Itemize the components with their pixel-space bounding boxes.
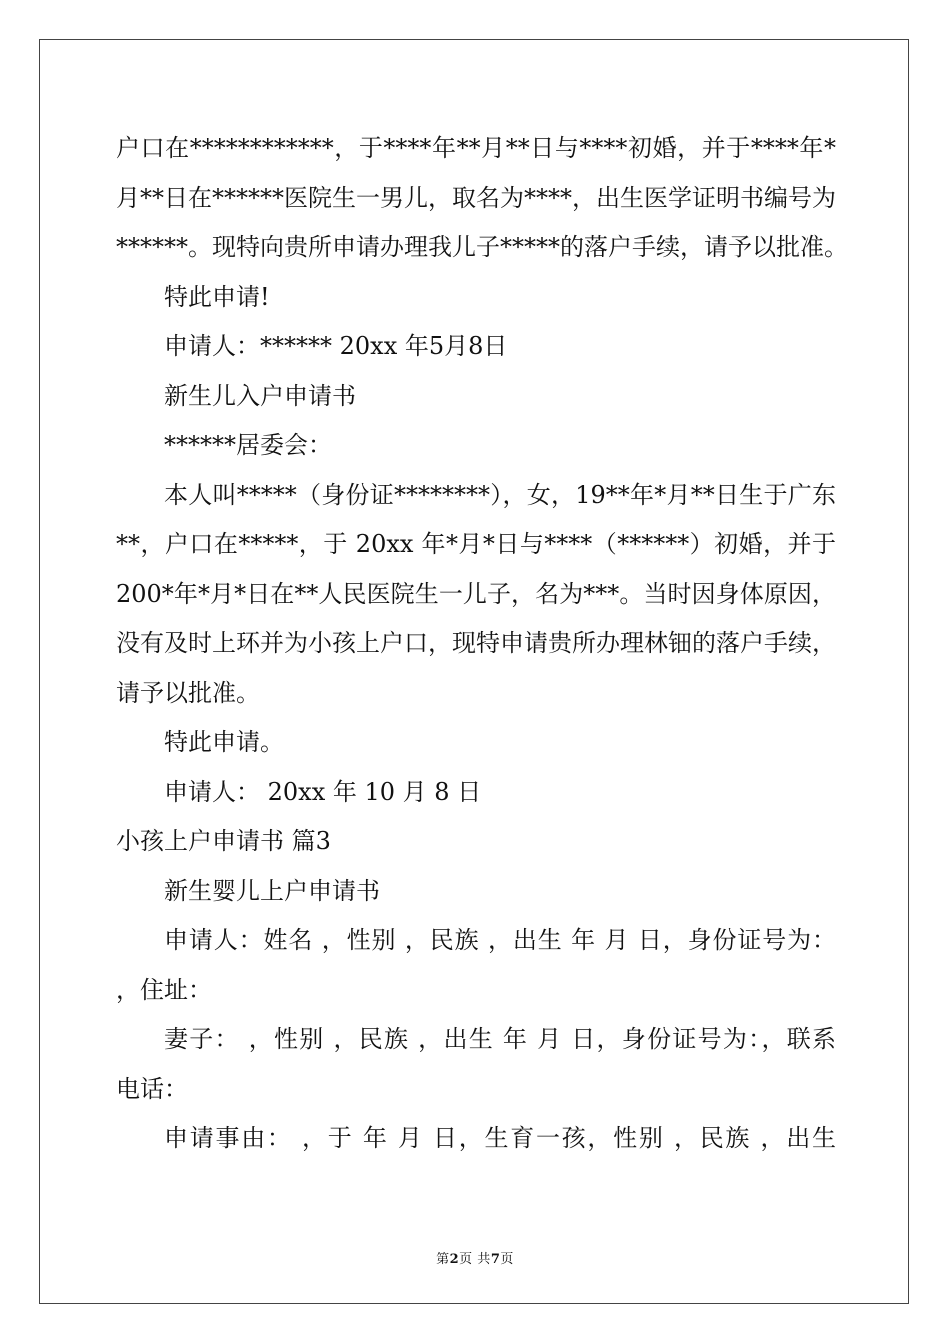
text-line: 200*年*月*日在**人民医院生一儿子，名为***。当时因身体原因， — [116, 579, 836, 608]
text-line: 妻子： ，性别 ，民族 ，出生 年 月 日，身份证号为：，联系 — [164, 1025, 836, 1053]
text-line: 户口在************，于****年**月**日与****初婚，并于****年* — [116, 134, 836, 162]
total-page-count: 7 — [490, 1252, 501, 1267]
text-line: 申请人：****** 20xx 年5月8日 — [164, 332, 508, 360]
text-line: 本人叫*****（身份证********），女，19**年*月**日生于广东 — [164, 480, 836, 509]
text-line: 没有及时上环并为小孩上户口，现特申请贵所办理林钿的落户手续， — [116, 629, 836, 657]
text-line: 申请人：姓名 ，性别 ，民族 ，出生 年 月 日，身份证号为： — [164, 926, 836, 954]
text-line: 申请事由： ，于 年 月 日，生育一孩，性别 ，民族 ，出生 — [164, 1124, 836, 1152]
current-page-number: 2 — [449, 1252, 460, 1267]
text-line: 电话： — [116, 1074, 188, 1103]
section-heading: 小孩上户申请书 篇3 — [116, 827, 331, 855]
footer-suffix: 页 — [500, 1252, 514, 1267]
section-heading: 新生儿入户申请书 — [164, 381, 356, 410]
text-line: ******居委会： — [164, 431, 332, 459]
page-footer — [0, 1248, 950, 1267]
text-line: 特此申请。 — [164, 728, 284, 756]
text-line: 月**日在******医院生一男儿，取名为****，出生医学证明书编号为 — [116, 183, 836, 212]
text-line: 请予以批准。 — [116, 678, 260, 707]
footer-mid: 页 共 — [459, 1252, 491, 1267]
document-body — [116, 124, 848, 1164]
text-line: 申请人： 20xx 年 10 月 8 日 — [164, 777, 482, 806]
text-line: ******。现特向贵所申请办理我儿子*****的落户手续，请予以批准。 — [116, 233, 848, 261]
text-line: ，住址： — [116, 975, 212, 1004]
text-line: **，户口在*****，于 20xx 年*月*日与****（******）初婚，并于 — [116, 530, 836, 558]
text-line: 特此申请! — [164, 282, 270, 311]
section-heading: 新生婴儿上户申请书 — [164, 876, 380, 905]
footer-prefix: 第 — [436, 1252, 450, 1267]
